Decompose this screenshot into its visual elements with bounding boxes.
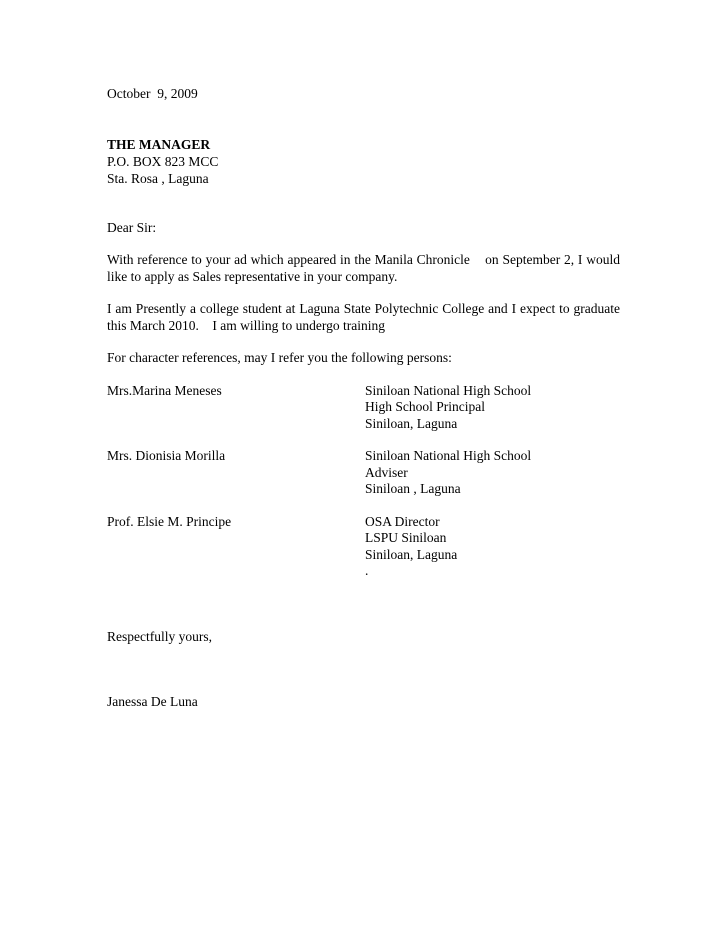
reference-name: Mrs.Marina Meneses — [107, 383, 222, 398]
recipient-box: P.O. BOX 823 MCC — [107, 154, 219, 169]
closing: Respectfully yours, — [107, 629, 212, 644]
recipient-name: THE MANAGER — [107, 137, 211, 152]
salutation: Dear Sir: — [107, 220, 157, 235]
reference-detail: OSA Director — [365, 514, 440, 529]
reference-detail: Adviser — [365, 465, 408, 480]
reference-detail: Siniloan National High School — [365, 448, 532, 463]
reference-detail: High School Principal — [365, 399, 485, 414]
reference-detail: Siniloan, Laguna — [365, 547, 458, 562]
reference-detail: Siniloan National High School — [365, 383, 532, 398]
paragraph-reference: With reference to your ad which appeared in the Manila Chronicle on September 2, I would like to apply as Sales representative in your company. — [107, 252, 624, 284]
reference-detail: LSPU Siniloan — [365, 530, 447, 545]
reference-name: Mrs. Dionisia Morilla — [107, 448, 226, 463]
letter-date: October 9, 2009 — [107, 86, 198, 101]
recipient-city: Sta. Rosa , Laguna — [107, 171, 209, 186]
reference-detail: . — [365, 563, 369, 578]
paragraph-student: I am Presently a college student at Laguna State Polytechnic College and I expect to graduate this March 2010. I am willing to undergo training — [107, 301, 624, 333]
reference-detail: Siniloan , Laguna — [365, 481, 461, 496]
reference-name: Prof. Elsie M. Principe — [107, 514, 232, 529]
paragraph-references-intro: For character references, may I refer you the following persons: — [107, 350, 452, 365]
signature-name: Janessa De Luna — [107, 694, 198, 709]
reference-detail: Siniloan, Laguna — [365, 416, 458, 431]
